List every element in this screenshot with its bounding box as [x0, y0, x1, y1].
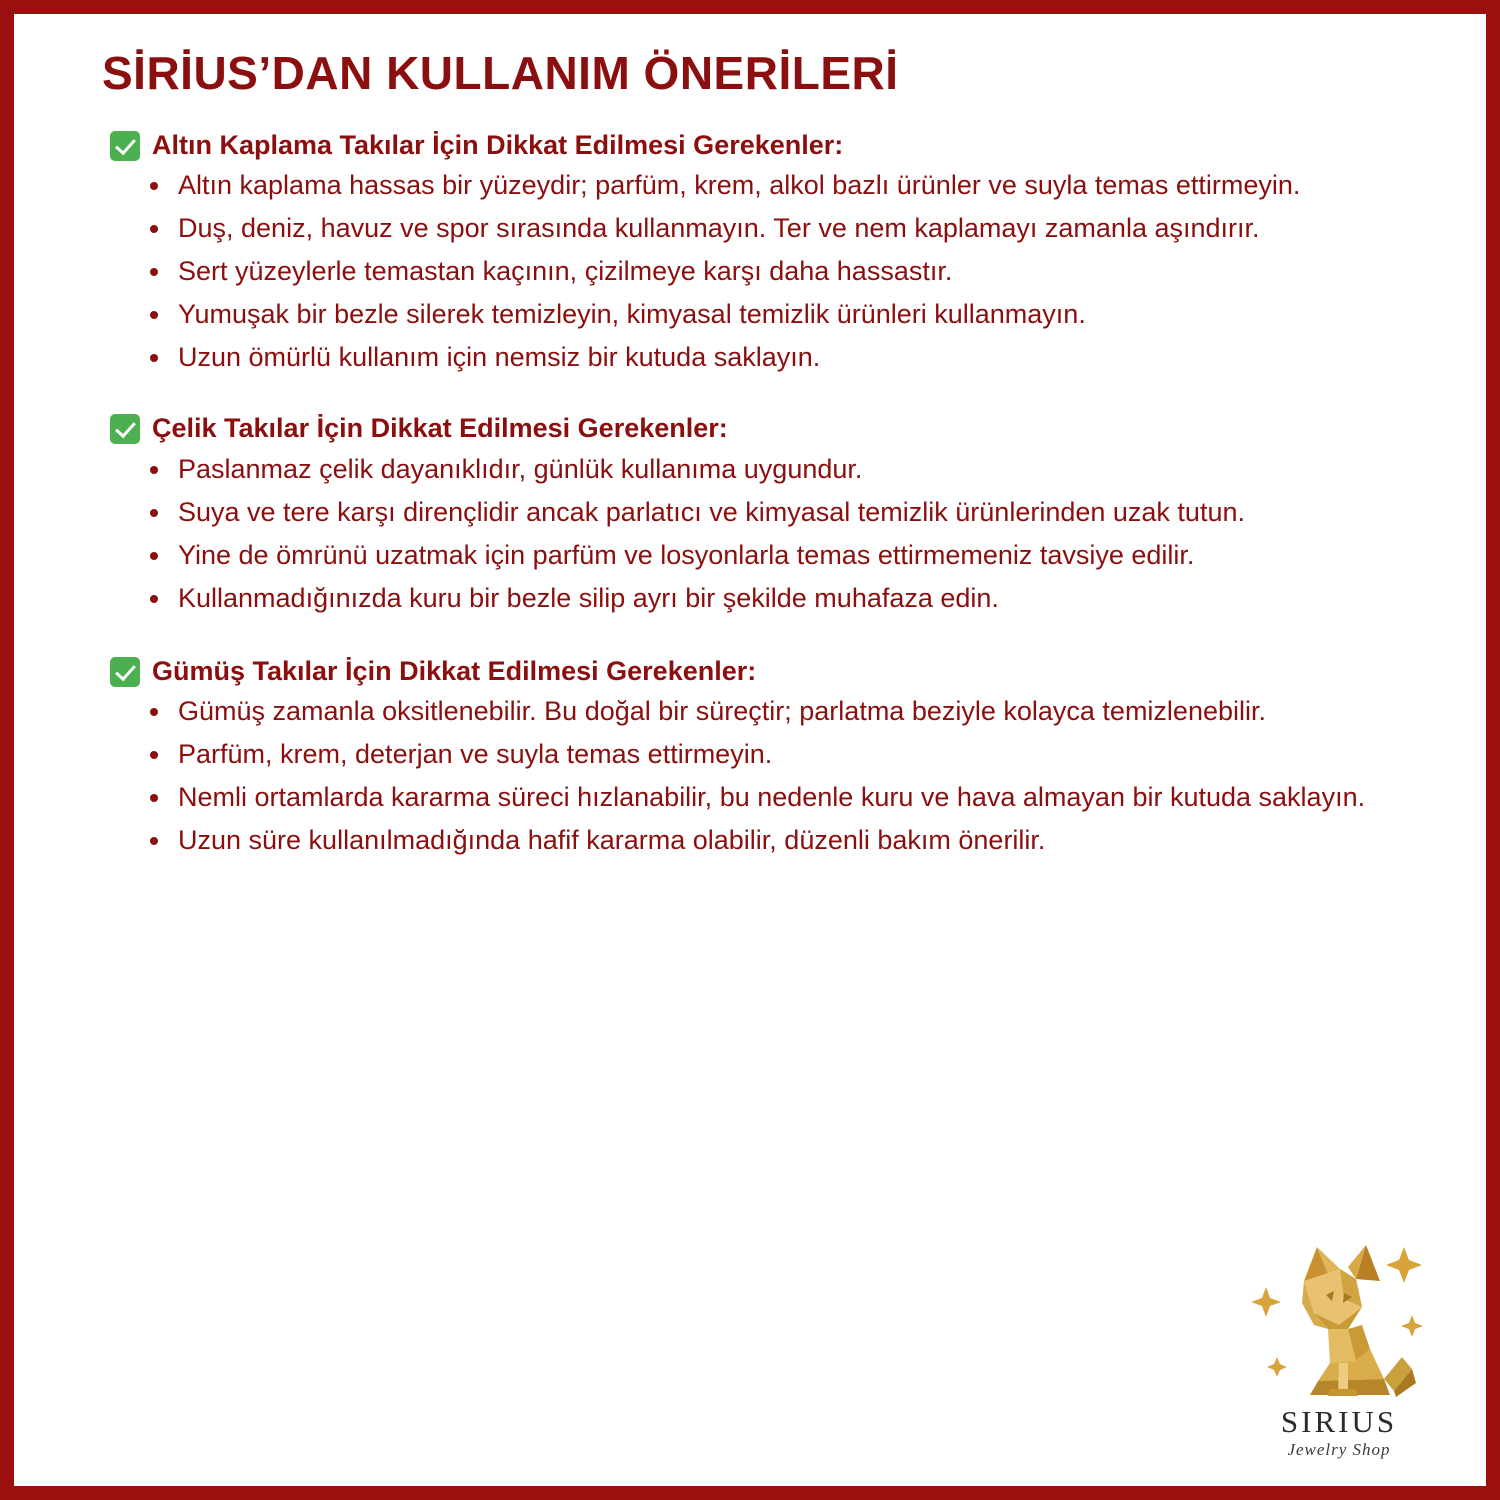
- green-check-icon: [110, 657, 140, 687]
- list-item: Sert yüzeylerle temastan kaçının, çizilmeye karşı daha hassastır.: [144, 251, 1438, 292]
- section-heading: [110, 412, 1438, 444]
- green-check-icon: [110, 414, 140, 444]
- list-item: Uzun ömürlü kullanım için nemsiz bir kutuda saklayın.: [144, 337, 1438, 378]
- brand-logo: [1208, 1208, 1470, 1470]
- tips-list: [62, 449, 1438, 619]
- origami-cat-icon: [1244, 1229, 1434, 1404]
- list-item: Yine de ömrünü uzatmak için parfüm ve losyonlarla temas ettirmemeniz tavsiye edilir.: [144, 535, 1438, 576]
- list-item: Altın kaplama hassas bir yüzeydir; parfüm, krem, alkol bazlı ürünler ve suyla temas ettirmeyin.: [144, 165, 1438, 206]
- brand-tagline: Jewelry Shop: [1287, 1440, 1391, 1459]
- section-steel: [62, 412, 1438, 619]
- list-item: Yumuşak bir bezle silerek temizleyin, kimyasal temizlik ürünleri kullanmayın.: [144, 294, 1438, 335]
- section-heading: [110, 655, 1438, 687]
- list-item: Duş, deniz, havuz ve spor sırasında kullanmayın. Ter ve nem kaplamayı zamanla aşındırır.: [144, 208, 1438, 249]
- list-item: Gümüş zamanla oksitlenebilir. Bu doğal bir süreçtir; parlatma beziyle kolayca temizlenebilir.: [144, 691, 1438, 732]
- section-gold-plated: [62, 129, 1438, 379]
- list-item: Paslanmaz çelik dayanıklıdır, günlük kullanıma uygundur.: [144, 449, 1438, 490]
- tips-list: [62, 165, 1438, 378]
- list-item: Uzun süre kullanılmadığında hafif kararma olabilir, düzenli bakım önerilir.: [144, 820, 1438, 861]
- section-heading: [110, 129, 1438, 161]
- section-heading-label: Gümüş Takılar İçin Dikkat Edilmesi Gerekenler:: [152, 655, 757, 686]
- section-heading-label: Çelik Takılar İçin Dikkat Edilmesi Gerekenler:: [152, 413, 728, 444]
- list-item: Kullanmadığınızda kuru bir bezle silip ayrı bir şekilde muhafaza edin.: [144, 578, 1438, 619]
- page-title: SİRİUS’DAN KULLANIM ÖNERİLERİ: [102, 47, 899, 99]
- list-item: Suya ve tere karşı dirençlidir ancak parlatıcı ve kimyasal temizlik ürünlerinden uzak tutun.: [144, 492, 1438, 533]
- brand-name: SIRIUS: [1280, 1404, 1398, 1439]
- list-item: Parfüm, krem, deterjan ve suyla temas ettirmeyin.: [144, 734, 1438, 775]
- section-heading-label: Altın Kaplama Takılar İçin Dikkat Edilmesi Gerekenler:: [152, 129, 844, 160]
- list-item: Nemli ortamlarda kararma süreci hızlanabilir, bu nedenle kuru ve hava almayan bir kutuda saklayın.: [144, 777, 1438, 818]
- green-check-icon: [110, 131, 140, 161]
- section-silver: [62, 655, 1438, 862]
- tips-list: [62, 691, 1438, 861]
